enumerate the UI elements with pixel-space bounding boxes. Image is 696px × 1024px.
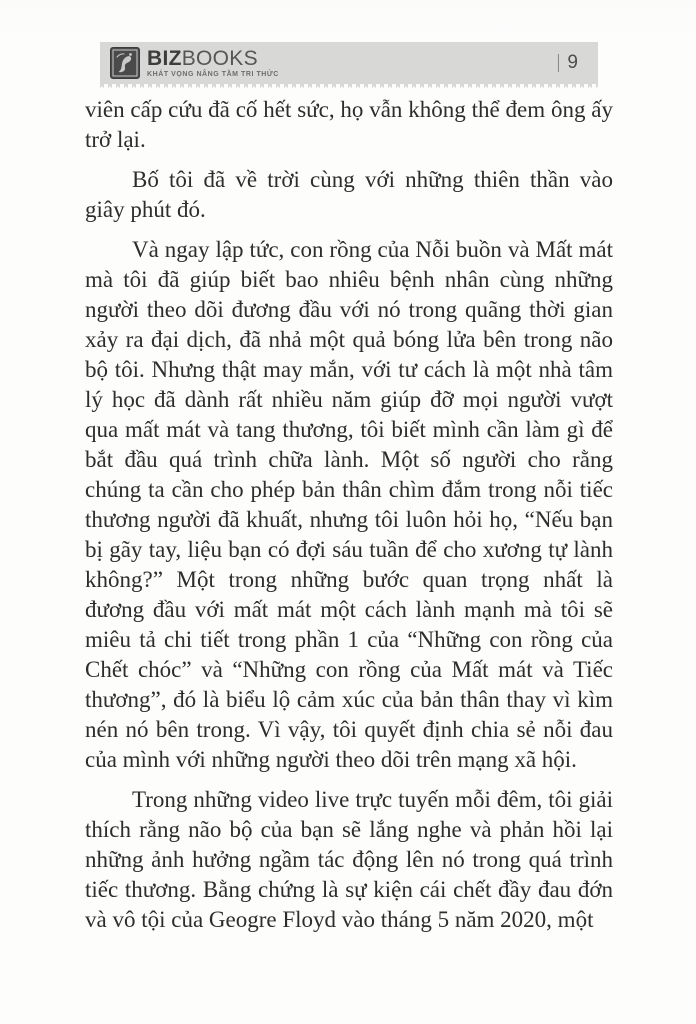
paragraph: Và ngay lập tức, con rồng của Nỗi buồn và Mất mát mà tôi đã giúp biết bao nhiêu bệnh nhân cùng những người theo dõi đương đầu với nó trong quãng thời gian xảy ra đại dịch, đã nhả một quả bóng lửa bên trong não bộ tôi. Nhưng thật may mắn, với tư cách là một nhà tâm lý học đã dành rất nhiều năm giúp đỡ mọi người vượt qua mất mát và tang thương, tôi biết mình cần làm gì để bắt đầu quá trình chữa lành. Một số người cho rằng chúng ta cần cho phép bản thân chìm đắm trong nỗi tiếc thương người đã khuất, nhưng tôi luôn hỏi họ, “Nếu bạn bị gãy tay, liệu bạn có đợi sáu tuần để cho xương tự lành không?” Một trong những bước quan trọng nhất là đương đầu với mất mát một cách lành mạnh mà tôi sẽ miêu tả chi tiết trong phần 1 của “Những con rồng của Chết chóc” và “Những con rồng của Mất mát và Tiếc thương”, đó là biểu lộ cảm xúc của bản thân thay vì kìm nén nó bên trong. Vì vậy, tôi quyết định chia sẻ nỗi đau của mình với những người theo dõi trên mạng xã hội. [85,237,613,772]
page-content [85,95,613,945]
page-number [556,52,578,74]
brand-tagline: KHÁT VỌNG NÂNG TẦM TRI THỨC [147,71,279,79]
logo-text [147,48,279,79]
brand-name [147,48,279,69]
brand-biz: BIZ [147,46,182,70]
paragraph: Trong những video live trực tuyến mỗi đêm, tôi giải thích rằng não bộ của bạn sẽ lắng nghe và phản hồi lại những ảnh hưởng ngầm tác động lên nó trong quá trình tiếc thương. Bằng chứng là sự kiện cái chết đầy đau đớn và vô tội của Geogre Floyd vào tháng 5 năm 2020, một [85,787,613,932]
bizbooks-logo [110,47,279,79]
brand-books: BOOKS [181,46,258,70]
page-number-value: 9 [567,52,578,73]
paragraph: Bố tôi đã về trời cùng với những thiên thần vào giây phút đó. [85,167,613,222]
header-stamp [100,42,598,84]
bizbooks-dragon-emblem-icon [110,47,140,79]
header-perforated-edge [100,84,598,89]
page-number-separator: | [557,52,561,73]
paragraph: viên cấp cứu đã cố hết sức, họ vẫn không thể đem ông ấy trở lại. [85,97,613,152]
